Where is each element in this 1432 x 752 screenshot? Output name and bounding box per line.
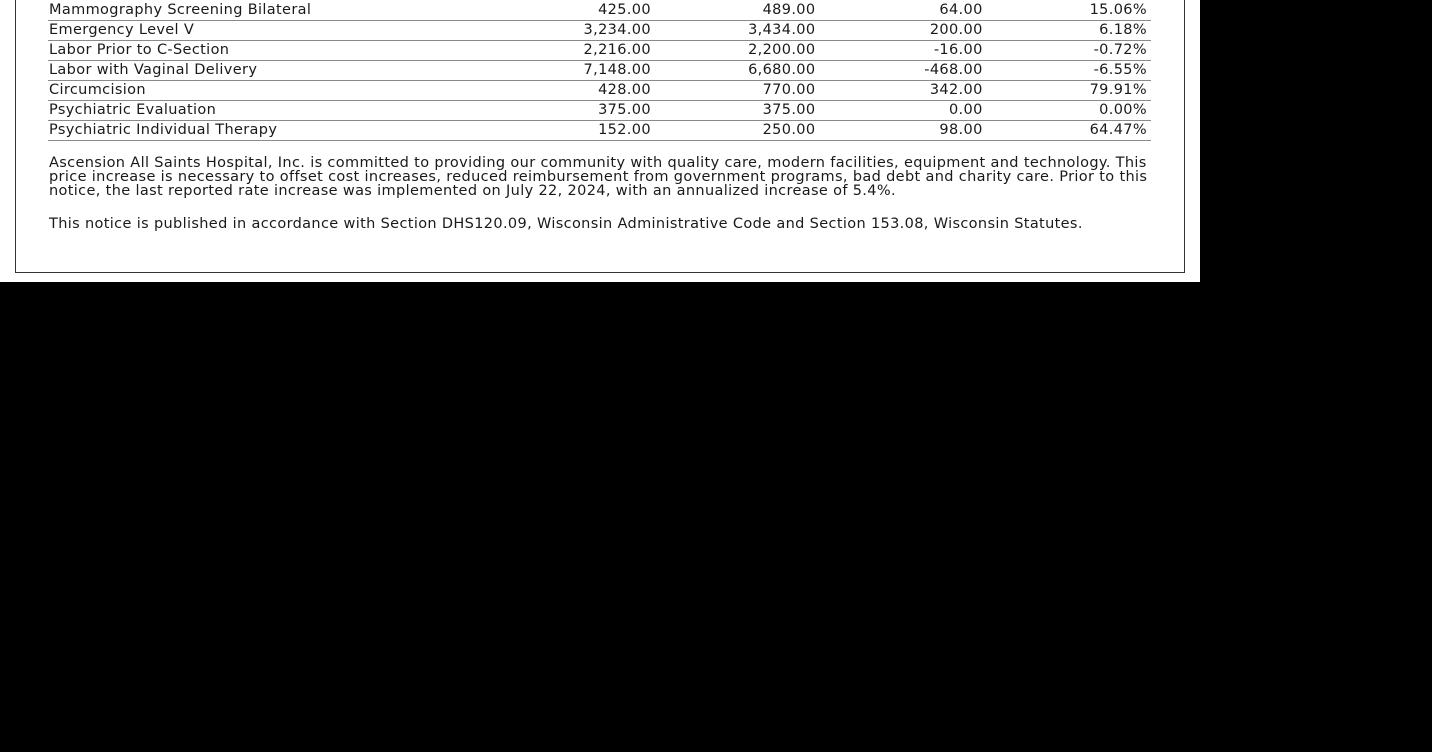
current-rate: 152.00: [518, 121, 655, 141]
service-name: Circumcision: [48, 81, 518, 101]
rate-change: 342.00: [819, 81, 986, 101]
percent-change: 0.00%: [987, 101, 1151, 121]
rate-change: 200.00: [819, 21, 986, 41]
service-name: Labor with Vaginal Delivery: [48, 61, 518, 81]
percent-change: 15.06%: [987, 0, 1151, 21]
table-row: [48, 121, 1151, 141]
proposed-rate: 2,200.00: [655, 41, 820, 61]
table-row: [48, 101, 1151, 121]
legal-notice-paragraph: This notice is published in accordance with Section DHS120.09, Wisconsin Administrative Code and Section 153.08, Wisconsin Statutes.: [49, 216, 1083, 232]
table-row: [48, 0, 1151, 21]
rate-change: 64.00: [819, 0, 986, 21]
table-row: [48, 81, 1151, 101]
current-rate: 3,234.00: [518, 21, 655, 41]
proposed-rate: 3,434.00: [655, 21, 820, 41]
service-name: Mammography Screening Bilateral: [48, 0, 518, 21]
service-name: Psychiatric Individual Therapy: [48, 121, 518, 141]
proposed-rate: 6,680.00: [655, 61, 820, 81]
current-rate: 7,148.00: [518, 61, 655, 81]
service-name: Labor Prior to C-Section: [48, 41, 518, 61]
table-row: [48, 41, 1151, 61]
commitment-paragraph: Ascension All Saints Hospital, Inc. is committed to providing our community with quality care, modern facilities, equipment and technology. This price increase is necessary to offset cost increases, reduced reimbursement from government programs, bad debt and charity care. Prior to this notice, the last reported rate increase was implemented on July 22, 2024, with an annualized increase of 5.4%.: [49, 155, 1148, 199]
service-name: Emergency Level V: [48, 21, 518, 41]
rate-change: -468.00: [819, 61, 986, 81]
service-name: Psychiatric Evaluation: [48, 101, 518, 121]
table-row: [48, 21, 1151, 41]
current-rate: 375.00: [518, 101, 655, 121]
table-row: [48, 61, 1151, 81]
proposed-rate: 375.00: [655, 101, 820, 121]
percent-change: -0.72%: [987, 41, 1151, 61]
percent-change: 64.47%: [987, 121, 1151, 141]
rate-change: 98.00: [819, 121, 986, 141]
rate-change: 0.00: [819, 101, 986, 121]
percent-change: 6.18%: [987, 21, 1151, 41]
current-rate: 2,216.00: [518, 41, 655, 61]
percent-change: -6.55%: [987, 61, 1151, 81]
rate-change: -16.00: [819, 41, 986, 61]
percent-change: 79.91%: [987, 81, 1151, 101]
current-rate: 425.00: [518, 0, 655, 21]
rate-table: [48, 0, 1151, 141]
proposed-rate: 250.00: [655, 121, 820, 141]
notice-panel: [0, 0, 1200, 282]
proposed-rate: 770.00: [655, 81, 820, 101]
proposed-rate: 489.00: [655, 0, 820, 21]
current-rate: 428.00: [518, 81, 655, 101]
